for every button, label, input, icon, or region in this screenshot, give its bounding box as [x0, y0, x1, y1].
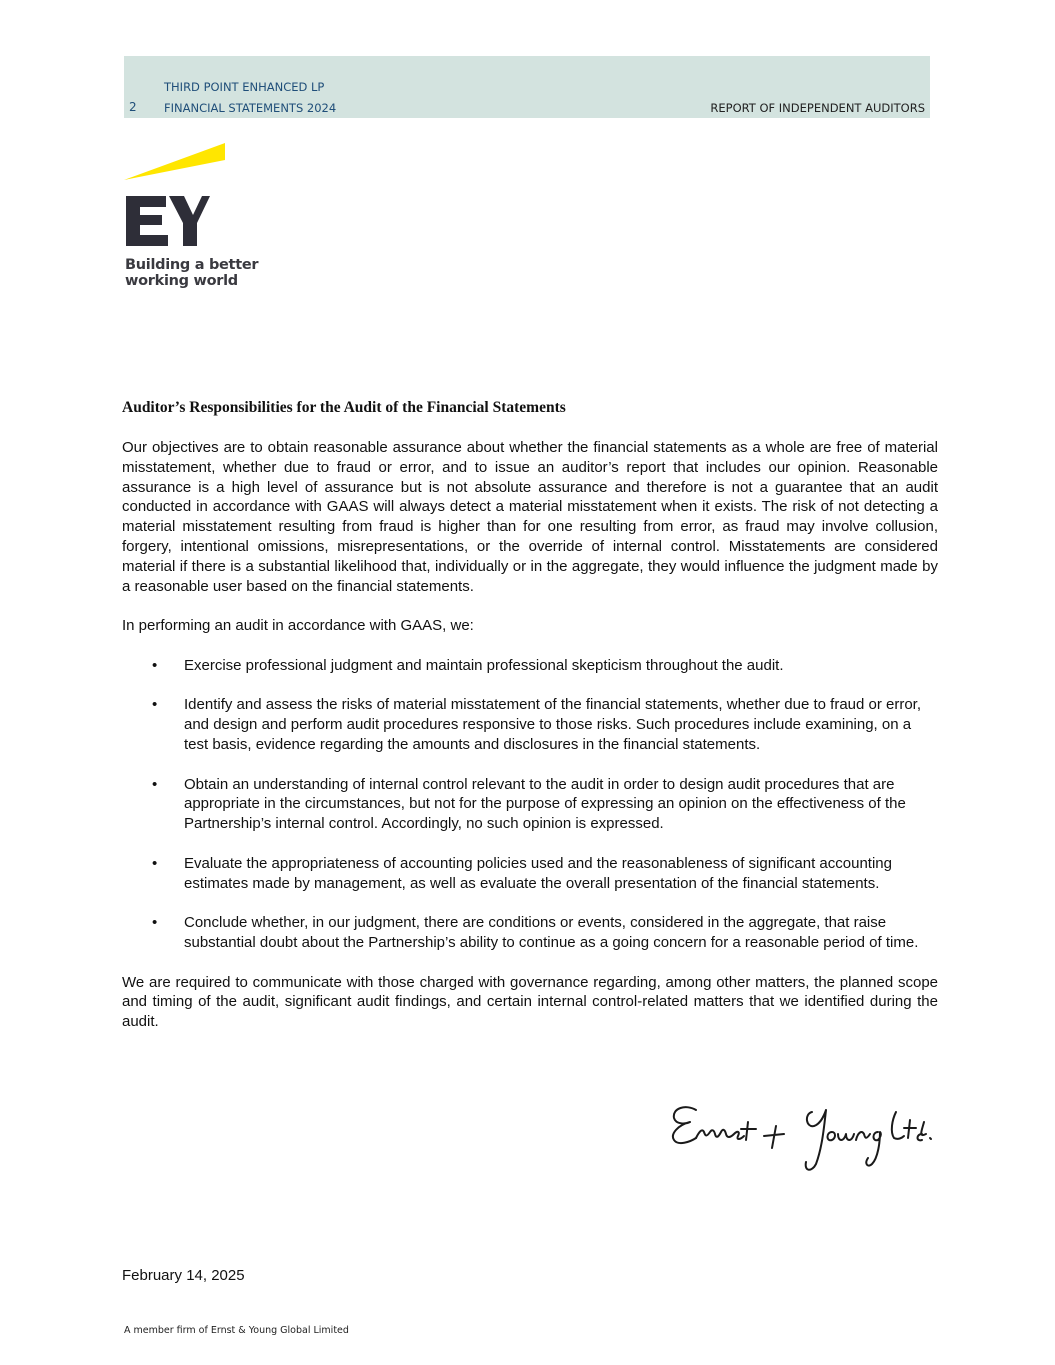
ey-logo-letters	[126, 196, 210, 246]
governance-paragraph: We are required to communicate with those charged with governance regarding, among other matters, the planned scope and timing of the audit, significant audit findings, and certain internal control-related matters that we identified during the audit.	[122, 973, 938, 1031]
list-item	[122, 695, 938, 754]
bullet-icon: •	[152, 775, 158, 793]
list-item-text: Conclude whether, in our judgment, there are conditions or events, considered in the aggregate, that raise substantial doubt about the Partnership’s ability to continue as a going concern for a reasonable period of time.	[184, 914, 919, 951]
ey-tagline	[125, 257, 258, 289]
list-item	[122, 854, 938, 894]
footer-note: A member firm of Ernst & Young Global Limited	[124, 1325, 349, 1336]
entity-name: THIRD POINT ENHANCED LP	[164, 80, 325, 94]
list-item-text: Evaluate the appropriateness of accounting policies used and the reasonableness of significant accounting estimates made by management, as well as evaluate the overall presentation of the financial statements.	[184, 854, 892, 892]
bullet-icon: •	[152, 696, 158, 714]
page-number: 2	[129, 100, 137, 114]
section-title: REPORT OF INDEPENDENT AUDITORS	[710, 101, 925, 115]
bullet-icon: •	[152, 914, 158, 932]
page-header	[124, 56, 930, 118]
tagline-line-2: working world	[125, 273, 238, 289]
auditor-signature	[666, 1098, 938, 1180]
tagline-line-1: Building a better	[125, 257, 259, 273]
list-item	[122, 913, 938, 953]
gaas-intro-paragraph: In performing an audit in accordance with GAAS, we:	[122, 617, 474, 635]
list-item	[122, 775, 938, 834]
bullet-icon: •	[152, 854, 158, 872]
list-item-text: Obtain an understanding of internal control relevant to the audit in order to design audit procedures that are appropriate in the circumstances, but not for the purpose of expressing an opinion on the effectiveness of the Partnership’s internal control. Accordingly, no such opinion is expressed.	[184, 775, 906, 833]
list-item	[122, 656, 938, 676]
list-item-text: Exercise professional judgment and maintain professional skepticism throughout the audit.	[184, 656, 784, 674]
section-heading: Auditor’s Responsibilities for the Audit of the Financial Statements	[122, 399, 566, 416]
ey-logo-bar	[124, 143, 225, 180]
statements-title: FINANCIAL STATEMENTS 2024	[164, 101, 337, 115]
report-date: February 14, 2025	[122, 1267, 245, 1284]
list-item-text: Identify and assess the risks of material misstatement of the financial statements, whether due to fraud or error, and design and perform audit procedures responsive to those risks. Such procedures include examining, on a test basis, evidence regarding the amounts and disclosures in the financial statements.	[184, 696, 922, 753]
bullet-icon: •	[152, 656, 158, 674]
procedures-list	[122, 656, 938, 953]
report-body	[122, 398, 938, 1052]
objectives-paragraph: Our objectives are to obtain reasonable assurance about whether the financial statements as a whole are free of material misstatement, whether due to fraud or error, and to issue an auditor’s report that includes our opinion. Reasonable assurance is a high level of assurance but is not absolute assurance and therefore is not a guarantee that an audit conducted in accordance with GAAS will always detect a material misstatement when it exists. The risk of not detecting a material misstatement resulting from fraud is higher than for one resulting from error, as fraud may involve collusion, forgery, intentional omissions, misrepresentations, or the override of internal control. Misstatements are considered material if there is a substantial likelihood that, individually or in the aggregate, they would influence the judgment made by a reasonable user based on the financial statements.	[122, 439, 938, 595]
